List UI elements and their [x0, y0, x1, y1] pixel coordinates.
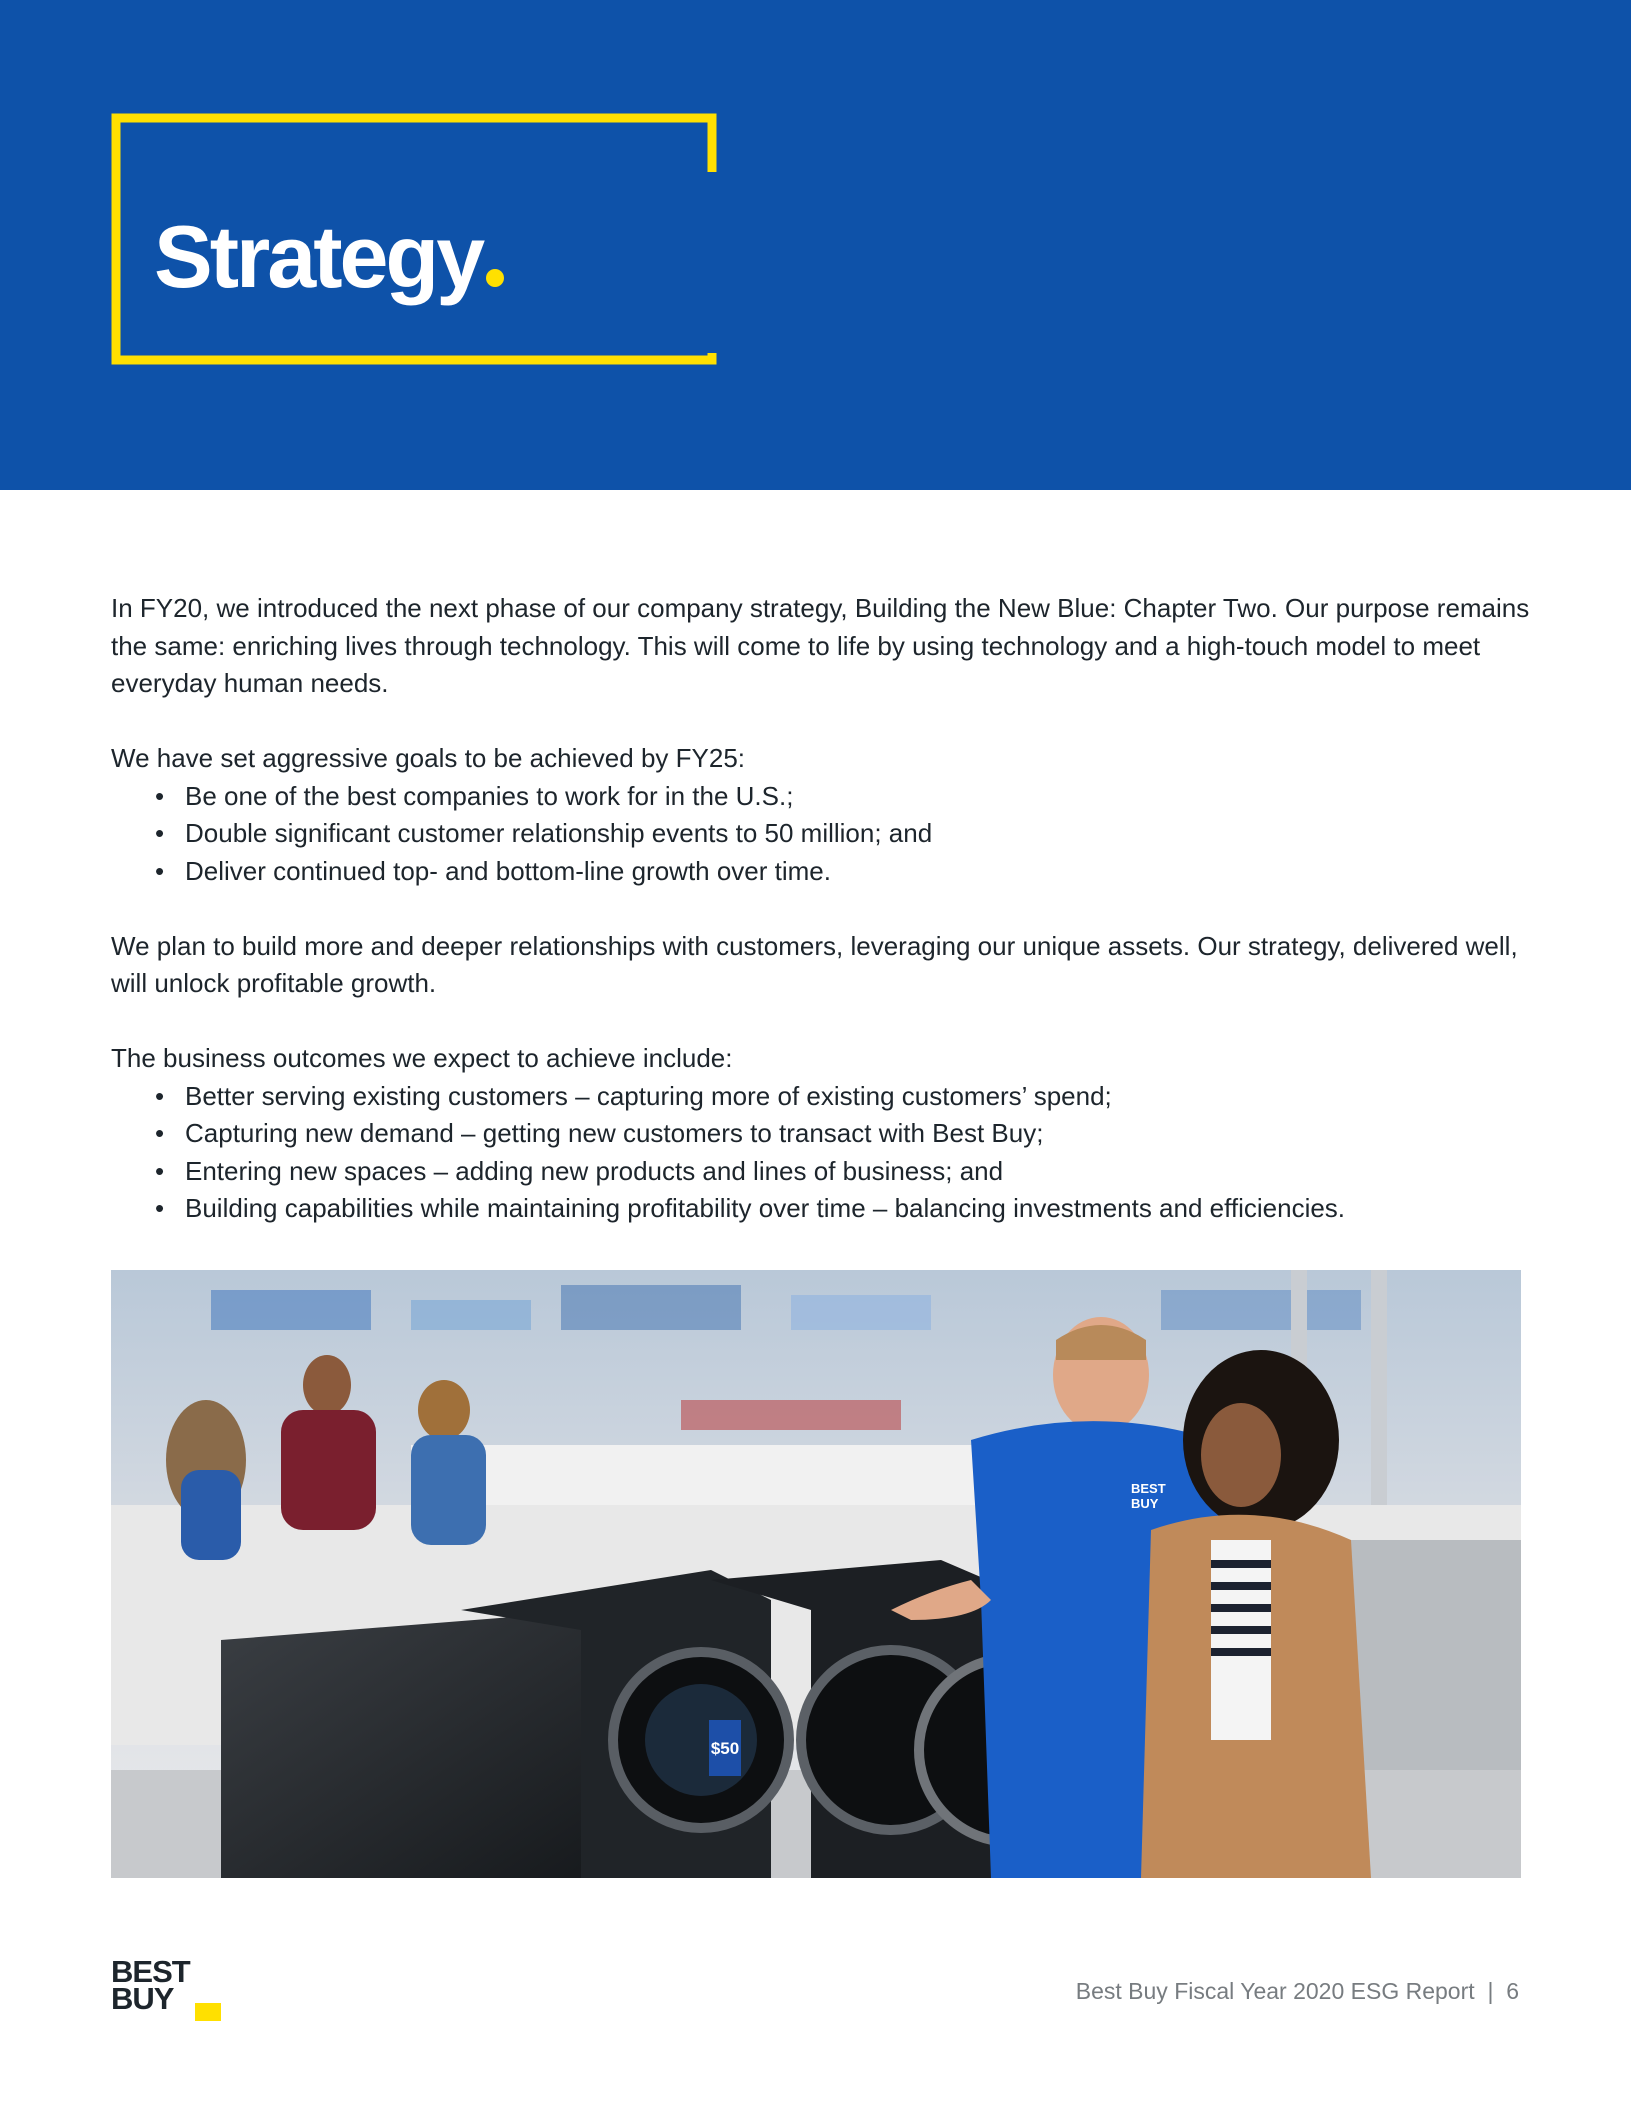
store-photo — [111, 1270, 1521, 1878]
page-number: 6 — [1506, 1978, 1519, 2004]
plan-paragraph: We plan to build more and deeper relationships with customers, leveraging our unique assets. Our strategy, delivered well, will unlock profitable growth. — [111, 930, 1518, 998]
outcomes-list — [111, 1078, 1531, 1228]
shirt-logo-line1: BEST — [1131, 1481, 1166, 1496]
price-tag: $50 — [710, 1739, 740, 1758]
list-item: • Be one of the best companies to work for in the U.S.; — [185, 778, 1531, 816]
shirt-logo-line2: BUY — [1131, 1496, 1159, 1511]
intro-paragraph: In FY20, we introduced the next phase of our company strategy, Building the New Blue: Chapter Two. Our purpose remains the same: enriching lives through technology. This will come to life by using technology and a high-touch model to meet everyday human needs. — [111, 593, 1530, 698]
goals-list — [111, 778, 1531, 891]
list-item: • Better serving existing customers – capturing more of existing customers’ spend; — [185, 1078, 1531, 1116]
main-content — [111, 590, 1531, 1265]
goals-lead: We have set aggressive goals to be achieved by FY25: — [111, 743, 746, 773]
list-item: • Entering new spaces – adding new products and lines of business; and — [185, 1153, 1531, 1191]
list-item: • Deliver continued top- and bottom-line growth over time. — [185, 853, 1531, 891]
logo-line2: BUY — [111, 1981, 174, 2016]
title-dot — [486, 269, 504, 287]
list-item: • Capturing new demand – getting new customers to transact with Best Buy; — [185, 1115, 1531, 1153]
page-title: Strategy — [154, 213, 504, 301]
page-footer — [1076, 1978, 1519, 2005]
list-item: • Double significant customer relationship events to 50 million; and — [185, 815, 1531, 853]
list-item: • Building capabilities while maintaining profitability over time – balancing investments and efficiencies. — [185, 1190, 1531, 1228]
store-photo-illustration — [111, 1270, 1521, 1878]
report-name: Best Buy Fiscal Year 2020 ESG Report — [1075, 1978, 1475, 2004]
header-banner — [0, 0, 1631, 490]
logo-tag-icon — [195, 2003, 221, 2021]
footer-separator: | — [1487, 1978, 1494, 2004]
logo-line1: BEST — [111, 1954, 190, 1989]
best-buy-logo — [111, 1954, 223, 2022]
outcomes-lead: The business outcomes we expect to achieve include: — [111, 1043, 733, 1073]
